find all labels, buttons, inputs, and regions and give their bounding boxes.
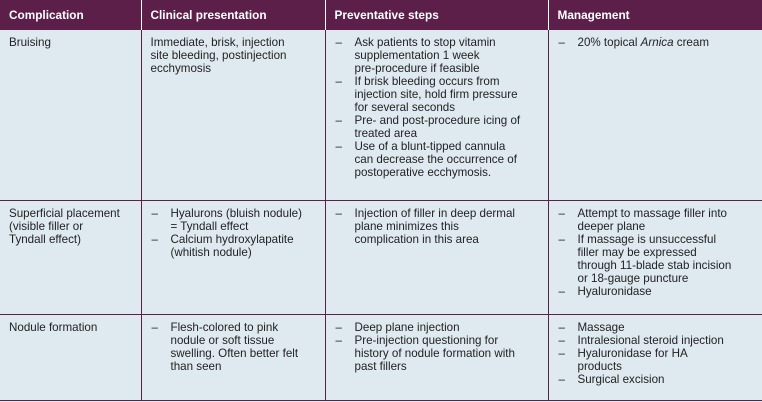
dash-bullet: – bbox=[558, 285, 565, 298]
list-item-text: Calcium hydroxylapatite (whitish nodule) bbox=[170, 233, 294, 259]
complication-cell: Nodule formation bbox=[0, 315, 141, 401]
dash-bullet: – bbox=[335, 140, 342, 153]
list-item-text: Injection of filler in deep dermal plane minimizes this complication in this area bbox=[354, 207, 515, 246]
list-item bbox=[335, 207, 542, 246]
header-row bbox=[0, 0, 762, 30]
dash-bullet: – bbox=[335, 75, 342, 88]
list-item-text: Deep plane injection bbox=[354, 321, 460, 334]
complication-cell: Superficial placement (visible filler or Tyndall effect) bbox=[0, 201, 141, 315]
dash-bullet: – bbox=[151, 233, 158, 246]
dash-bullet: – bbox=[558, 347, 565, 360]
preventative-cell bbox=[325, 201, 548, 315]
dash-bullet: – bbox=[558, 334, 565, 347]
bullet-list bbox=[558, 321, 757, 386]
dash-bullet: – bbox=[558, 207, 565, 220]
list-item bbox=[558, 233, 757, 285]
clinical-cell: Immediate, brisk, injection site bleeding, postinjection ecchymosis bbox=[141, 30, 325, 201]
management-cell bbox=[548, 30, 762, 201]
bullet-list bbox=[151, 207, 319, 259]
list-item-text: Intralesional steroid injection bbox=[577, 334, 724, 347]
list-item bbox=[558, 373, 757, 386]
dash-bullet: – bbox=[558, 321, 565, 334]
table-row bbox=[0, 30, 762, 201]
list-item-text: Pre-injection questioning for history of nodule formation with past fillers bbox=[354, 334, 515, 373]
list-item bbox=[335, 140, 542, 179]
list-item bbox=[151, 207, 319, 233]
dash-bullet: – bbox=[335, 207, 342, 220]
list-item bbox=[151, 321, 319, 373]
list-item bbox=[335, 334, 542, 373]
dash-bullet: – bbox=[151, 321, 158, 334]
preventative-cell bbox=[325, 315, 548, 401]
management-cell bbox=[548, 201, 762, 315]
dash-bullet: – bbox=[335, 114, 342, 127]
list-item-text: Attempt to massage filler into deeper plane bbox=[577, 207, 727, 233]
dash-bullet: – bbox=[335, 321, 342, 334]
header-complication: Complication bbox=[0, 0, 141, 30]
list-item-text: Ask patients to stop vitamin supplementation 1 week pre-procedure if feasible bbox=[354, 36, 496, 75]
bullet-list bbox=[151, 321, 319, 373]
list-item-text: If brisk bleeding occurs from injection site, hold firm pressure for several seconds bbox=[354, 75, 518, 114]
management-cell bbox=[548, 315, 762, 401]
list-item bbox=[558, 334, 757, 347]
list-item bbox=[335, 36, 542, 75]
dash-bullet: – bbox=[335, 36, 342, 49]
bullet-list bbox=[558, 207, 757, 298]
list-item bbox=[335, 75, 542, 114]
list-item bbox=[558, 321, 757, 334]
clinical-cell bbox=[141, 201, 325, 315]
header-preventative-steps: Preventative steps bbox=[325, 0, 548, 30]
list-item bbox=[558, 347, 757, 373]
header-management: Management bbox=[548, 0, 762, 30]
list-item bbox=[558, 207, 757, 233]
dash-bullet: – bbox=[558, 233, 565, 246]
list-item bbox=[335, 114, 542, 140]
list-item-text: Surgical excision bbox=[577, 373, 665, 386]
table-row bbox=[0, 315, 762, 401]
list-item-text: Massage bbox=[577, 321, 625, 334]
dash-bullet: – bbox=[558, 373, 565, 386]
preventative-cell bbox=[325, 30, 548, 201]
list-item bbox=[558, 285, 757, 298]
list-item-text: If massage is unsuccessful filler may be expressed through 11-blade stab incision or 18-gauge puncture bbox=[577, 233, 732, 285]
table-row bbox=[0, 201, 762, 315]
list-item bbox=[151, 233, 319, 259]
list-item-text: Hyalurons (bluish nodule) = Tyndall effect bbox=[170, 207, 302, 233]
header-clinical-presentation: Clinical presentation bbox=[141, 0, 325, 30]
bullet-list bbox=[335, 321, 542, 373]
dash-bullet: – bbox=[335, 334, 342, 347]
dash-bullet: – bbox=[151, 207, 158, 220]
clinical-cell bbox=[141, 315, 325, 401]
list-item bbox=[335, 321, 542, 334]
bullet-list bbox=[335, 207, 542, 246]
list-item-text: Flesh-colored to pink nodule or soft tissue swelling. Often better felt than seen bbox=[170, 321, 299, 373]
list-item-text: Use of a blunt-tipped cannula can decrease the occurrence of postoperative ecchymosis. bbox=[354, 140, 517, 179]
bullet-list bbox=[335, 36, 542, 179]
list-item-text: Hyaluronidase for HA products bbox=[577, 347, 688, 373]
complication-cell: Bruising bbox=[0, 30, 141, 201]
list-item: – 20% topical Arnica cream bbox=[558, 36, 709, 49]
list-item-text: Pre- and post-procedure icing of treated area bbox=[354, 114, 521, 140]
list-item-text: Hyaluronidase bbox=[577, 285, 652, 298]
